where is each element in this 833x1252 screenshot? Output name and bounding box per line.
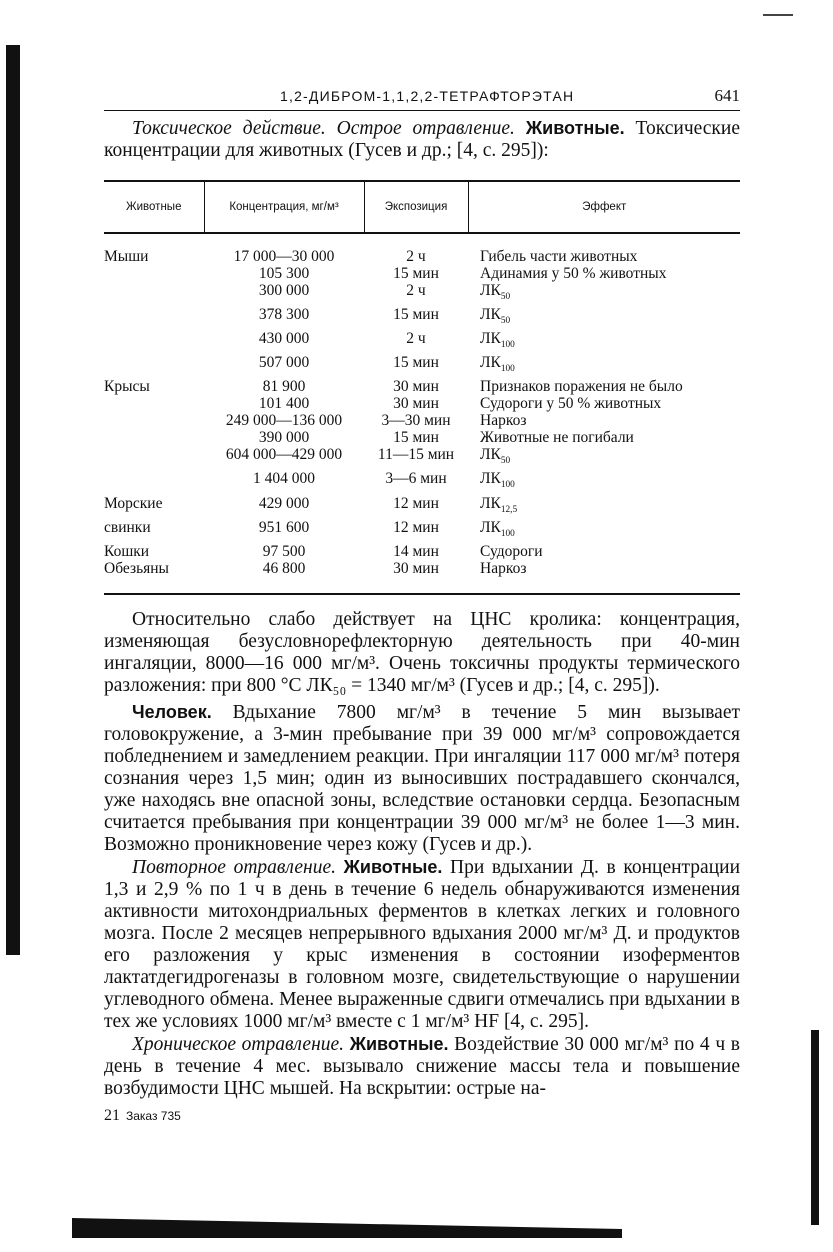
exposure-cell: 12 мин (393, 494, 439, 512)
table-row (104, 330, 740, 354)
animal-cell: Обезьяны (104, 559, 169, 577)
paragraph-repeated (104, 856, 740, 1033)
animal-cell: Крысы (104, 378, 150, 396)
exposure-cell: 15 мин (393, 354, 439, 372)
section-heading: Хроническое отравление. (132, 1033, 345, 1055)
exposure-cell: 30 мин (393, 559, 439, 577)
concentration-cell: 97 500 (262, 542, 306, 560)
running-title: 1,2-ДИБРОМ-1,1,2,2-ТЕТРАФТОРЭТАН (280, 88, 575, 104)
table-row (104, 395, 740, 412)
paragraph-rabbit: Относительно слабо действует на ЦНС кролика: концентрация, изменяющая безусловнорефлекторную деятельность при 40-мин ингаляции, 8000—16 000 мг/м³. Очень токсичны продукты термического разложения: при 800 °С ЛК₅₀ = 1340 мг/м³ (Гусев и др.; [4, с. 295]). (104, 608, 740, 696)
toxicity-table (104, 180, 740, 595)
scan-edge-right (811, 1030, 819, 1225)
effect-cell: Признаков поражения не было (480, 378, 683, 396)
animal-cell (104, 330, 204, 354)
effect-cell: Гибель части животных (480, 248, 638, 265)
table-body (104, 233, 740, 594)
paragraph-text: При вдыхании Д. в концентрации 1,3 и 2,9 % по 1 ч в день в течение 6 недель обнаруживаются изменения активности митохондриальных ферментов в клетках легких и головного мозга. После 2 месяцев непрерывного вдыхания 2000 мг/м³ Д. и продуктов его разложения у крыс изменения в состоянии изоферментов лактатдегидрогеназы в головном мозге, свидетельствующие о нарушении углеводного обмена. Менее выраженные сдвиги отмечались при вдыхании в тех же условиях 1000 мг/м³ вместе с 1 мг/м³ HF [4, с. 295]. (104, 856, 740, 1032)
table-row (104, 354, 740, 378)
table-row (104, 543, 740, 560)
table-header-row (104, 181, 740, 233)
exposure-cell: 15 мин (393, 265, 439, 282)
animal-cell (104, 446, 204, 470)
subject-label: Человек. (132, 701, 212, 722)
concentration-cell: 951 600 (258, 518, 310, 536)
table-row (104, 560, 740, 594)
effect-cell: Адинамия у 50 % животных (480, 265, 667, 282)
subject-label: Животные. (343, 856, 443, 877)
exposure-cell: 30 мин (393, 395, 439, 413)
exposure-cell: 3—6 мин (385, 470, 447, 488)
intro-paragraph (104, 117, 740, 162)
exposure-cell: 11—15 мин (377, 446, 455, 464)
table-row (104, 470, 740, 494)
exposure-cell: 2 ч (406, 330, 426, 348)
concentration-cell: 390 000 (258, 429, 310, 447)
animal-cell: Морские (104, 494, 163, 512)
table-row (104, 446, 740, 470)
paragraph-chronic (104, 1033, 740, 1100)
scan-edge-left (6, 45, 20, 955)
concentration-cell: 81 900 (262, 378, 306, 396)
exposure-cell: 15 мин (393, 429, 439, 447)
paragraph-text: Воздействие 30 000 мг/м³ по 4 ч в день в течение 4 мес. вызывало снижение массы тела и повышение возбудимости ЦНС мышей. На вскрытии: острые на- (104, 1033, 740, 1099)
exposure-cell: 14 мин (393, 542, 439, 560)
animal-cell (104, 282, 204, 306)
effect-cell: $ЛК_{100}$ (480, 518, 515, 539)
exposure-cell: 12 мин (393, 518, 439, 536)
printer-signature (104, 1106, 740, 1126)
concentration-cell: 1 404 000 (253, 470, 315, 488)
intro-text: Токсические концентрации для животных (Гусев и др.; [4, с. 295]): (104, 118, 741, 161)
concentration-cell: 378 300 (258, 306, 310, 324)
table-row (104, 306, 740, 330)
animal-cell (104, 429, 204, 446)
animal-cell: свинки (104, 518, 151, 536)
concentration-cell: 430 000 (258, 330, 310, 348)
animal-cell (104, 265, 204, 282)
animal-cell (104, 306, 204, 330)
column-header: Концентрация, мг/м³ (204, 181, 364, 233)
book-page (104, 80, 740, 1126)
table-row (104, 378, 740, 395)
effect-cell: $ЛК_{100}$ (480, 470, 515, 491)
exposure-cell: 2 ч (406, 282, 426, 299)
scan-edge-bottom (72, 1218, 622, 1238)
subject-label: Животные. (349, 1033, 449, 1054)
paragraph-text: Вдыхание 7800 мг/м³ в течение 5 мин вызывает головокружение, а 3-мин пребывание при 39 000 мг/м³ сопровождается побледнением и замедлением реакции. При ингаляции 117 000 мг/м³ потеря сознания через 1,5 мин; один из выносивших пострадавшего скончался, уже находясь вне опасной зоны, вследствие остановки сердца. Безопасным считается пребывания при концентрации 39 000 мг/м³ не более 1—3 мин. Возможно проникновение через кожу (Гусев и др.). (104, 701, 740, 855)
animal-cell (104, 470, 204, 494)
effect-cell: $ЛК_{12,5}$ (480, 494, 518, 515)
effect-cell: $ЛК_{100}$ (480, 354, 515, 375)
concentration-cell: 249 000—136 000 (225, 412, 343, 430)
table-row (104, 519, 740, 543)
effect-cell: Животные не погибали (480, 429, 634, 447)
concentration-cell: 604 000—429 000 (225, 446, 343, 464)
animal-cell: Кошки (104, 542, 150, 560)
exposure-cell: 2 ч (406, 248, 426, 265)
subject-label: Животные. (525, 118, 625, 138)
column-header: Эффект (468, 181, 740, 233)
effect-cell: Судороги у 50 % животных (480, 395, 662, 413)
effect-cell: Наркоз (480, 559, 527, 577)
effect-cell: $ЛК_{100}$ (480, 330, 515, 351)
concentration-cell: 46 800 (262, 559, 306, 577)
effect-cell: $ЛК_{50}$ (480, 282, 511, 303)
table-row (104, 233, 740, 265)
exposure-cell: 15 мин (393, 306, 439, 324)
table-row (104, 429, 740, 446)
column-header: Животные (104, 181, 204, 233)
animal-cell: Мыши (104, 248, 149, 265)
section-heading: Токсическое действие. Острое отравление. (132, 118, 515, 139)
effect-cell: Судороги (480, 542, 543, 560)
scan-mark (763, 14, 793, 16)
signature-number: 21 (104, 1106, 120, 1124)
table-row (104, 412, 740, 429)
table-row (104, 265, 740, 282)
concentration-cell: 101 400 (258, 395, 310, 413)
section-heading: Повторное отравление. (132, 856, 336, 878)
paragraph-human (104, 701, 740, 856)
animal-cell (104, 412, 204, 429)
running-head (104, 80, 740, 111)
table-row (104, 282, 740, 306)
order-label: Заказ 735 (126, 1108, 181, 1123)
effect-cell: Наркоз (480, 412, 527, 430)
concentration-cell: 429 000 (258, 494, 310, 512)
animal-cell (104, 395, 204, 412)
column-header: Экспозиция (364, 181, 468, 233)
effect-cell: $ЛК_{50}$ (480, 306, 511, 327)
effect-cell: $ЛК_{50}$ (480, 446, 511, 467)
exposure-cell: 30 мин (393, 378, 439, 396)
animal-cell (104, 354, 204, 378)
table-row (104, 495, 740, 519)
concentration-cell: 105 300 (258, 265, 310, 282)
concentration-cell: 300 000 (258, 282, 310, 299)
exposure-cell: 3—30 мин (381, 412, 451, 430)
concentration-cell: 17 000—30 000 (233, 248, 335, 265)
page-number: 641 (714, 86, 740, 105)
concentration-cell: 507 000 (258, 354, 310, 372)
